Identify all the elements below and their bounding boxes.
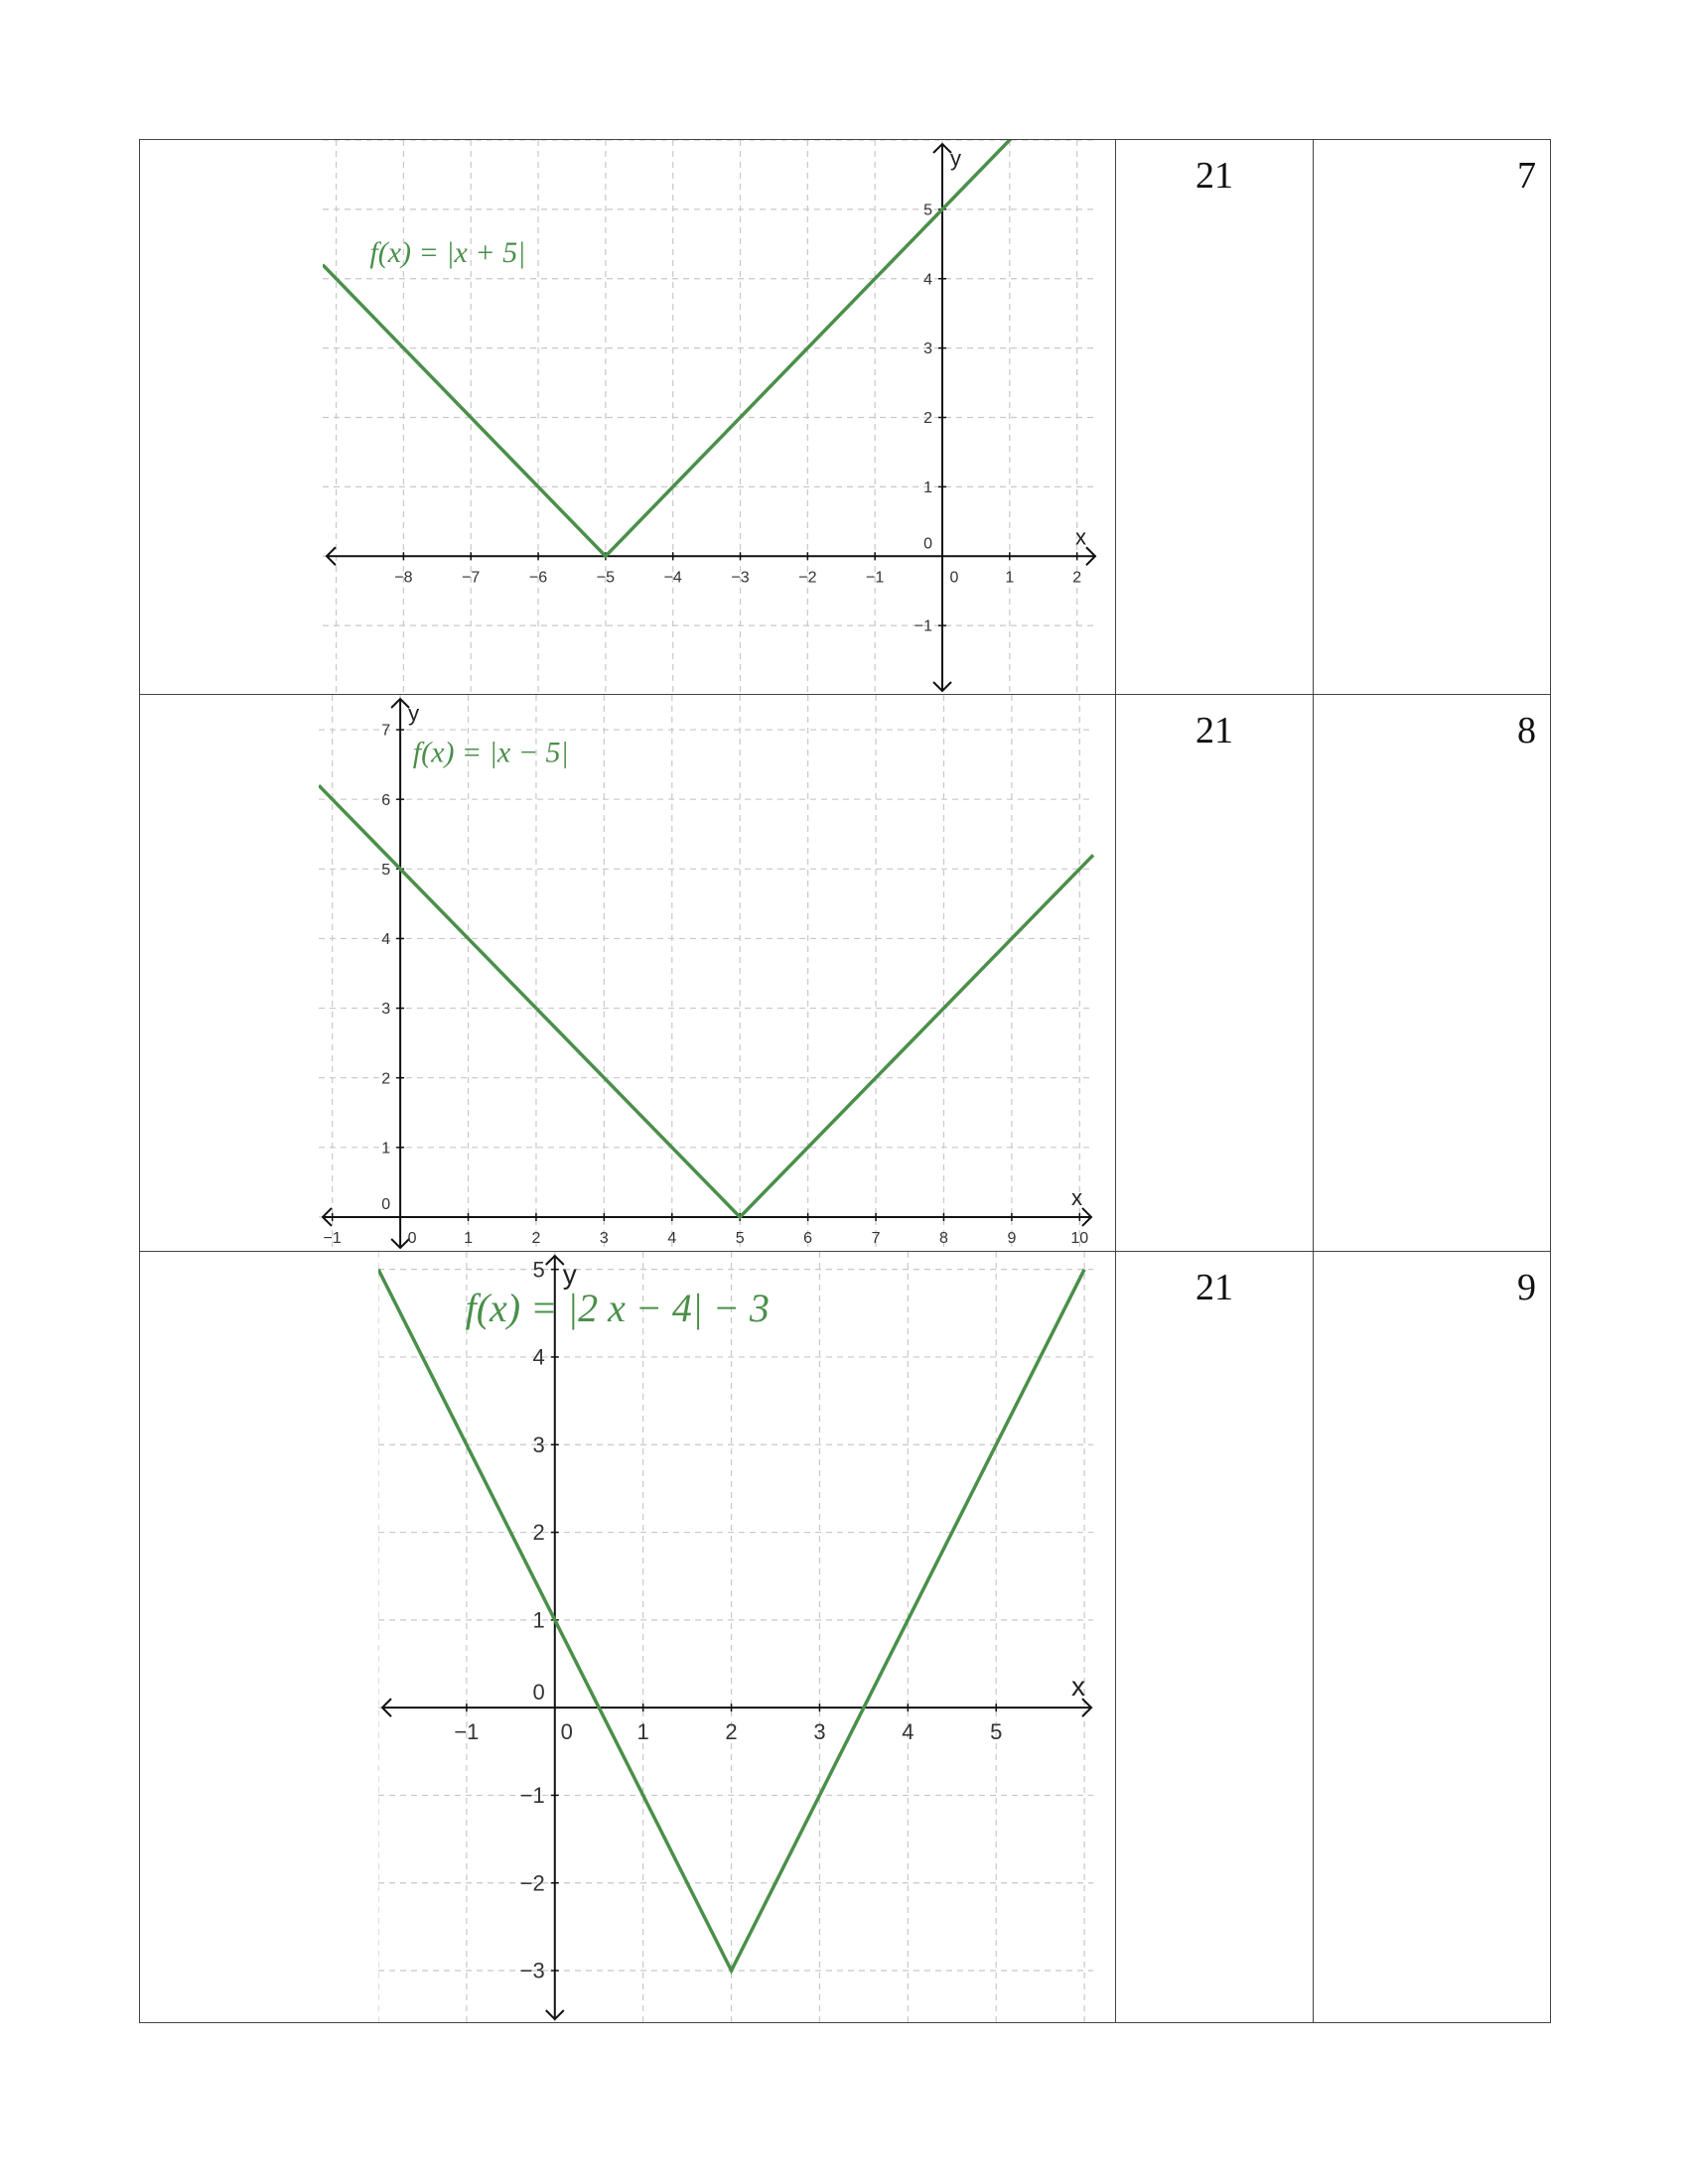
y-tick-label: 4: [381, 931, 391, 949]
x-tick-label: 1: [464, 1229, 473, 1247]
number-value: 21: [1196, 1267, 1233, 1308]
x-tick-label: 4: [902, 1719, 914, 1745]
x-axis-label: x: [1071, 1671, 1085, 1703]
index-cell: [1314, 695, 1551, 1252]
chart-abs-x-minus-5: [319, 695, 1103, 1252]
x-tick-label: 2: [1072, 569, 1082, 587]
series-line: [319, 785, 1093, 1217]
x-tick-label: −1: [866, 569, 885, 587]
y-tick-label: −1: [519, 1783, 545, 1809]
y-tick-label: 0: [923, 535, 932, 553]
x-tick-label: −2: [798, 569, 817, 587]
y-tick-label: 0: [381, 1195, 391, 1213]
function-label: f(x) = |x + 5|: [369, 235, 526, 269]
x-tick-label: 8: [939, 1229, 948, 1247]
y-axis-label: y: [562, 1259, 577, 1290]
number-cell: [1116, 695, 1314, 1252]
x-tick-label: −7: [462, 569, 481, 587]
number-cell: [1116, 140, 1314, 695]
y-axis-label: y: [408, 701, 420, 726]
x-tick-label: 5: [990, 1719, 1003, 1745]
y-tick-label: 4: [923, 271, 932, 289]
x-tick-label: 6: [803, 1229, 813, 1247]
x-tick-label: 0: [560, 1719, 573, 1745]
y-tick-label: 2: [532, 1520, 545, 1546]
y-tick-label: 3: [532, 1432, 545, 1457]
index-value: 7: [1517, 155, 1536, 197]
function-label: f(x) = |2 x − 4| − 3: [465, 1285, 770, 1330]
x-tick-label: −3: [731, 569, 750, 587]
x-tick-label: −8: [394, 569, 413, 587]
y-tick-label: 4: [532, 1344, 545, 1370]
x-tick-label: −6: [528, 569, 548, 587]
function-label: f(x) = |x − 5|: [412, 736, 569, 769]
y-axis-label: y: [950, 146, 961, 171]
number-value: 21: [1196, 710, 1233, 751]
x-tick-label: 2: [725, 1719, 738, 1745]
index-cell: [1314, 1252, 1551, 2023]
x-tick-label: −1: [454, 1719, 480, 1745]
y-tick-label: 1: [923, 478, 932, 496]
y-tick-label: 3: [381, 1001, 391, 1019]
y-tick-label: 5: [381, 861, 391, 879]
x-tick-label: −4: [663, 569, 682, 587]
x-tick-label: 7: [871, 1229, 881, 1247]
x-axis-label: x: [1075, 524, 1086, 550]
x-tick-label: 4: [667, 1229, 677, 1247]
x-tick-label: −1: [323, 1229, 342, 1247]
y-tick-label: −2: [519, 1870, 545, 1896]
y-tick-label: 3: [923, 341, 932, 358]
chart-abs-2x-minus-4-minus-3: [378, 1252, 1103, 2023]
graph-cell-3: [140, 1252, 1116, 2023]
number-value: 21: [1196, 155, 1233, 197]
x-tick-label: 0: [949, 569, 959, 587]
x-tick-label: 3: [813, 1719, 826, 1745]
y-tick-label: 6: [381, 791, 391, 809]
table-row: [140, 140, 1551, 695]
x-axis-label: x: [1071, 1184, 1082, 1210]
x-tick-label: 1: [636, 1719, 649, 1745]
index-value: 9: [1517, 1267, 1536, 1308]
y-tick-label: 5: [532, 1257, 545, 1283]
index-cell: [1314, 140, 1551, 695]
x-tick-label: 5: [735, 1229, 745, 1247]
chart-abs-x-plus-5: [323, 140, 1107, 695]
index-value: 8: [1517, 710, 1536, 751]
x-tick-label: 9: [1007, 1229, 1017, 1247]
x-tick-label: 2: [531, 1229, 541, 1247]
y-tick-label: 2: [381, 1070, 391, 1088]
y-tick-label: 1: [532, 1607, 545, 1633]
y-tick-label: −3: [519, 1958, 545, 1983]
number-cell: [1116, 1252, 1314, 2023]
y-tick-label: 7: [381, 722, 391, 740]
graph-cell-1: [140, 140, 1116, 695]
table-row: [140, 1252, 1551, 2023]
y-tick-label: 2: [923, 410, 932, 428]
worksheet-table: [139, 139, 1551, 2023]
x-tick-label: 1: [1005, 569, 1015, 587]
x-tick-label: −5: [596, 569, 615, 587]
x-tick-label: 0: [407, 1229, 417, 1247]
y-tick-label: 5: [923, 202, 932, 219]
y-tick-label: −1: [914, 617, 932, 635]
graph-cell-2: [140, 695, 1116, 1252]
y-tick-label: 0: [532, 1680, 545, 1706]
x-tick-label: 10: [1070, 1229, 1089, 1247]
table-row: [140, 695, 1551, 1252]
x-tick-label: 3: [599, 1229, 609, 1247]
y-tick-label: 1: [381, 1140, 391, 1158]
